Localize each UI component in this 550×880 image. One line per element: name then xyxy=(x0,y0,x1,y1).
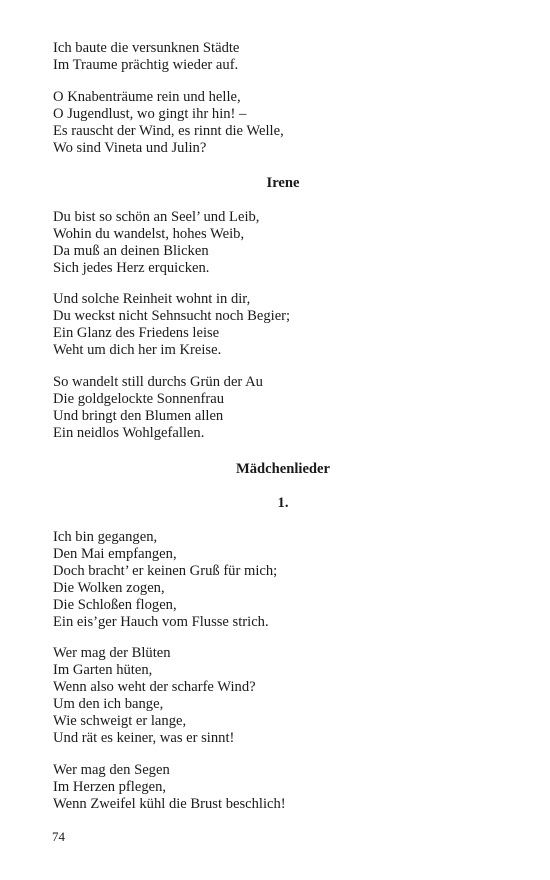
stanza xyxy=(53,209,513,277)
page-number: 74 xyxy=(52,829,65,844)
verse-line: Wer mag den Segen xyxy=(53,761,170,778)
verse-line: O Jugendlust, wo gingt ihr hin! – xyxy=(53,105,247,122)
verse-line: Wenn also weht der scharfe Wind? xyxy=(53,679,256,695)
verse-line: O Knabenträume rein und helle, xyxy=(53,88,241,105)
verse-line: Wohin du wandelst, hohes Weib, xyxy=(53,225,245,242)
verse-line: Wo sind Vineta und Julin? xyxy=(53,139,207,156)
verse-line: Die Schloßen flogen, xyxy=(53,596,177,613)
verse-line: Und rät es keiner, was er sinnt! xyxy=(53,730,235,746)
stanza xyxy=(53,40,513,74)
verse-line: Die goldgelockte Sonnenfrau xyxy=(53,390,225,407)
verse-line: Die Wolken zogen, xyxy=(53,579,165,596)
verse-line: Im Herzen pflegen, xyxy=(53,778,167,795)
verse-line: Du weckst nicht Sehnsucht noch Begier; xyxy=(53,308,291,324)
verse-line: Ich bin gegangen, xyxy=(53,528,158,545)
verse-line: Wer mag der Blüten xyxy=(53,645,171,661)
verse-line: Doch bracht’ er keinen Gruß für mich; xyxy=(53,562,278,579)
verse-line: Weht um dich her im Kreise. xyxy=(53,342,222,358)
verse-line: Du bist so schön an Seel’ und Leib, xyxy=(53,208,260,225)
verse-line: Und solche Reinheit wohnt in dir, xyxy=(53,291,251,307)
page-body xyxy=(53,40,513,827)
stanza xyxy=(53,645,513,747)
verse-line: Ich baute die versunknen Städte xyxy=(53,40,240,56)
verse-line: Sich jedes Herz erquicken. xyxy=(53,259,210,276)
verse-line: Wenn Zweifel kühl die Brust beschlich! xyxy=(53,795,286,812)
verse-line: Ein neidlos Wohlgefallen. xyxy=(53,424,205,441)
stanza xyxy=(53,89,513,157)
verse-line: Da muß an deinen Blicken xyxy=(53,242,209,259)
verse-line: Wie schweigt er lange, xyxy=(53,713,187,729)
poem-title-irene: Irene xyxy=(266,174,300,191)
stanza xyxy=(53,529,513,631)
stanza xyxy=(53,374,513,442)
stanza xyxy=(53,291,513,359)
poem-title-maedchenlieder: Mädchenlieder xyxy=(235,460,331,477)
verse-line: Den Mai empfangen, xyxy=(53,545,177,562)
verse-line: So wandelt still durchs Grün der Au xyxy=(53,373,263,390)
stanza xyxy=(53,762,513,813)
verse-line: Und bringt den Blumen allen xyxy=(53,407,224,424)
verse-line: Es rauscht der Wind, es rinnt die Welle, xyxy=(53,122,284,139)
verse-line: Ein eis’ger Hauch vom Flusse strich. xyxy=(53,613,269,630)
verse-line: Im Traume prächtig wieder auf. xyxy=(53,57,239,73)
verse-line: Ein Glanz des Friedens leise xyxy=(53,325,220,341)
verse-line: Um den ich bange, xyxy=(53,696,164,712)
verse-line: Im Garten hüten, xyxy=(53,662,153,678)
poem-number: 1. xyxy=(277,494,289,511)
